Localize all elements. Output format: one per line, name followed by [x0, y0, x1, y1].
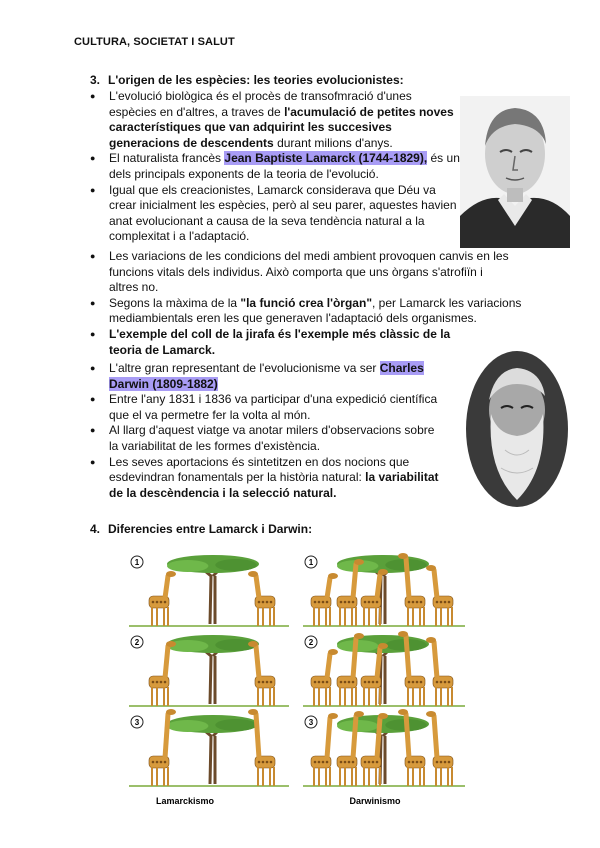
bullet-text: L'exemple del coll de la jirafa és l'exemple més clàssic de la teoria de Lamarck. [109, 326, 451, 357]
bullet-item [90, 89, 458, 151]
bullet-text: és un dels principals exponents de la teoria de l'evolució. [109, 151, 460, 181]
bullet-item [90, 361, 439, 392]
lamarck-panel [129, 554, 289, 628]
lamarck-portrait [460, 96, 570, 248]
section-4-number: 4. [90, 522, 101, 536]
step-number: 3 [308, 718, 314, 727]
bullet-text: L'evolució biològica és el procès de transofmració d'unes espècies en d'altres, a traves de [109, 89, 412, 119]
step-number: 1 [308, 558, 314, 567]
bullet-text: "la funció crea l'òrgan" [240, 295, 373, 310]
bullet-text: Les variacions de les condicions del medi ambient provoquen canvis en les funcions vitals dels individus. Això comporta que uns òrgans s'atrofiïn i altres no. [109, 249, 509, 295]
bullet-item [90, 249, 509, 296]
section-3-title: L'origen de les espècies: les teories evolucionistes: [108, 73, 404, 87]
lamarck-panel [129, 634, 289, 708]
bullet-text: la variabilitat de la descèndencia i la selecció natural. [109, 470, 439, 500]
bullet-text: Al llarg d'aquest viatge va anotar milers d'observacions sobre la variabilitat de les formes d'existència. [109, 423, 435, 453]
bullet-item [90, 423, 442, 454]
darwin-panel [303, 631, 465, 708]
bullet-text: El naturalista francès [109, 151, 225, 166]
bullet-text: Entre l'any 1831 i 1836 va participar d'una expedició científica que el va permetre fer la volta al món. [109, 392, 438, 422]
darwin-panel [303, 709, 465, 788]
bullet-list-lamarck [90, 89, 458, 245]
bullet-item [90, 296, 535, 327]
section-3-number: 3. [90, 73, 101, 87]
bullet-text: durant milions d'anys. [273, 135, 393, 150]
bullet-text: , per Lamarck les variacions mediambientals eren les que generaven l'adaptació dels organismes. [109, 295, 522, 326]
bullet-item [90, 183, 458, 245]
darwin-portrait [465, 350, 569, 508]
darwinismo-caption: Darwinismo [349, 796, 401, 806]
bullet-list-lamarck-continued [90, 249, 535, 358]
bullet-item [90, 392, 442, 423]
step-number: 2 [134, 638, 140, 647]
darwin-panel [303, 553, 465, 628]
lamarck-panel [129, 709, 289, 788]
page-header: CULTURA, SOCIETAT I SALUT [74, 36, 235, 48]
bullet-item [90, 455, 442, 502]
bullet-item [90, 327, 469, 358]
lamarckismo-caption: Lamarckismo [155, 796, 215, 806]
bullet-text: Charles Darwin (1809-1882) [109, 361, 424, 391]
step-number: 3 [134, 718, 140, 727]
step-number: 2 [308, 638, 314, 647]
bullet-list-darwin [90, 361, 442, 501]
section-3-heading [90, 73, 404, 87]
bullet-text: l'acumulació de petites noves característiques que van adquirint les succesives generacions de descendents [109, 104, 454, 150]
step-number: 1 [134, 558, 140, 567]
bullet-text: Igual que els creacionistes, Lamarck considerava que Déu va crear inicialment les espècies, però al seu parer, aquestes havien anat evolucionant a causa de la seva tendència natural a la complexitat i a l'adaptació. [109, 182, 457, 244]
bullet-text: Jean Baptiste Lamarck (1744-1829), [224, 151, 428, 166]
bullet-text: Segons la màxima de la [109, 295, 241, 310]
bullet-text: Les seves aportacions és sintetitzen en dos nocions que esdevindran fonamentals per la història natural: [109, 454, 410, 485]
section-4-title: Diferencies entre Lamarck i Darwin: [108, 522, 313, 536]
section-4-heading [90, 522, 312, 536]
giraffe-evolution-figure [125, 548, 470, 808]
bullet-text: L'altre gran representant de l'evolucionisme va ser [109, 361, 380, 375]
bullet-item [90, 151, 481, 182]
